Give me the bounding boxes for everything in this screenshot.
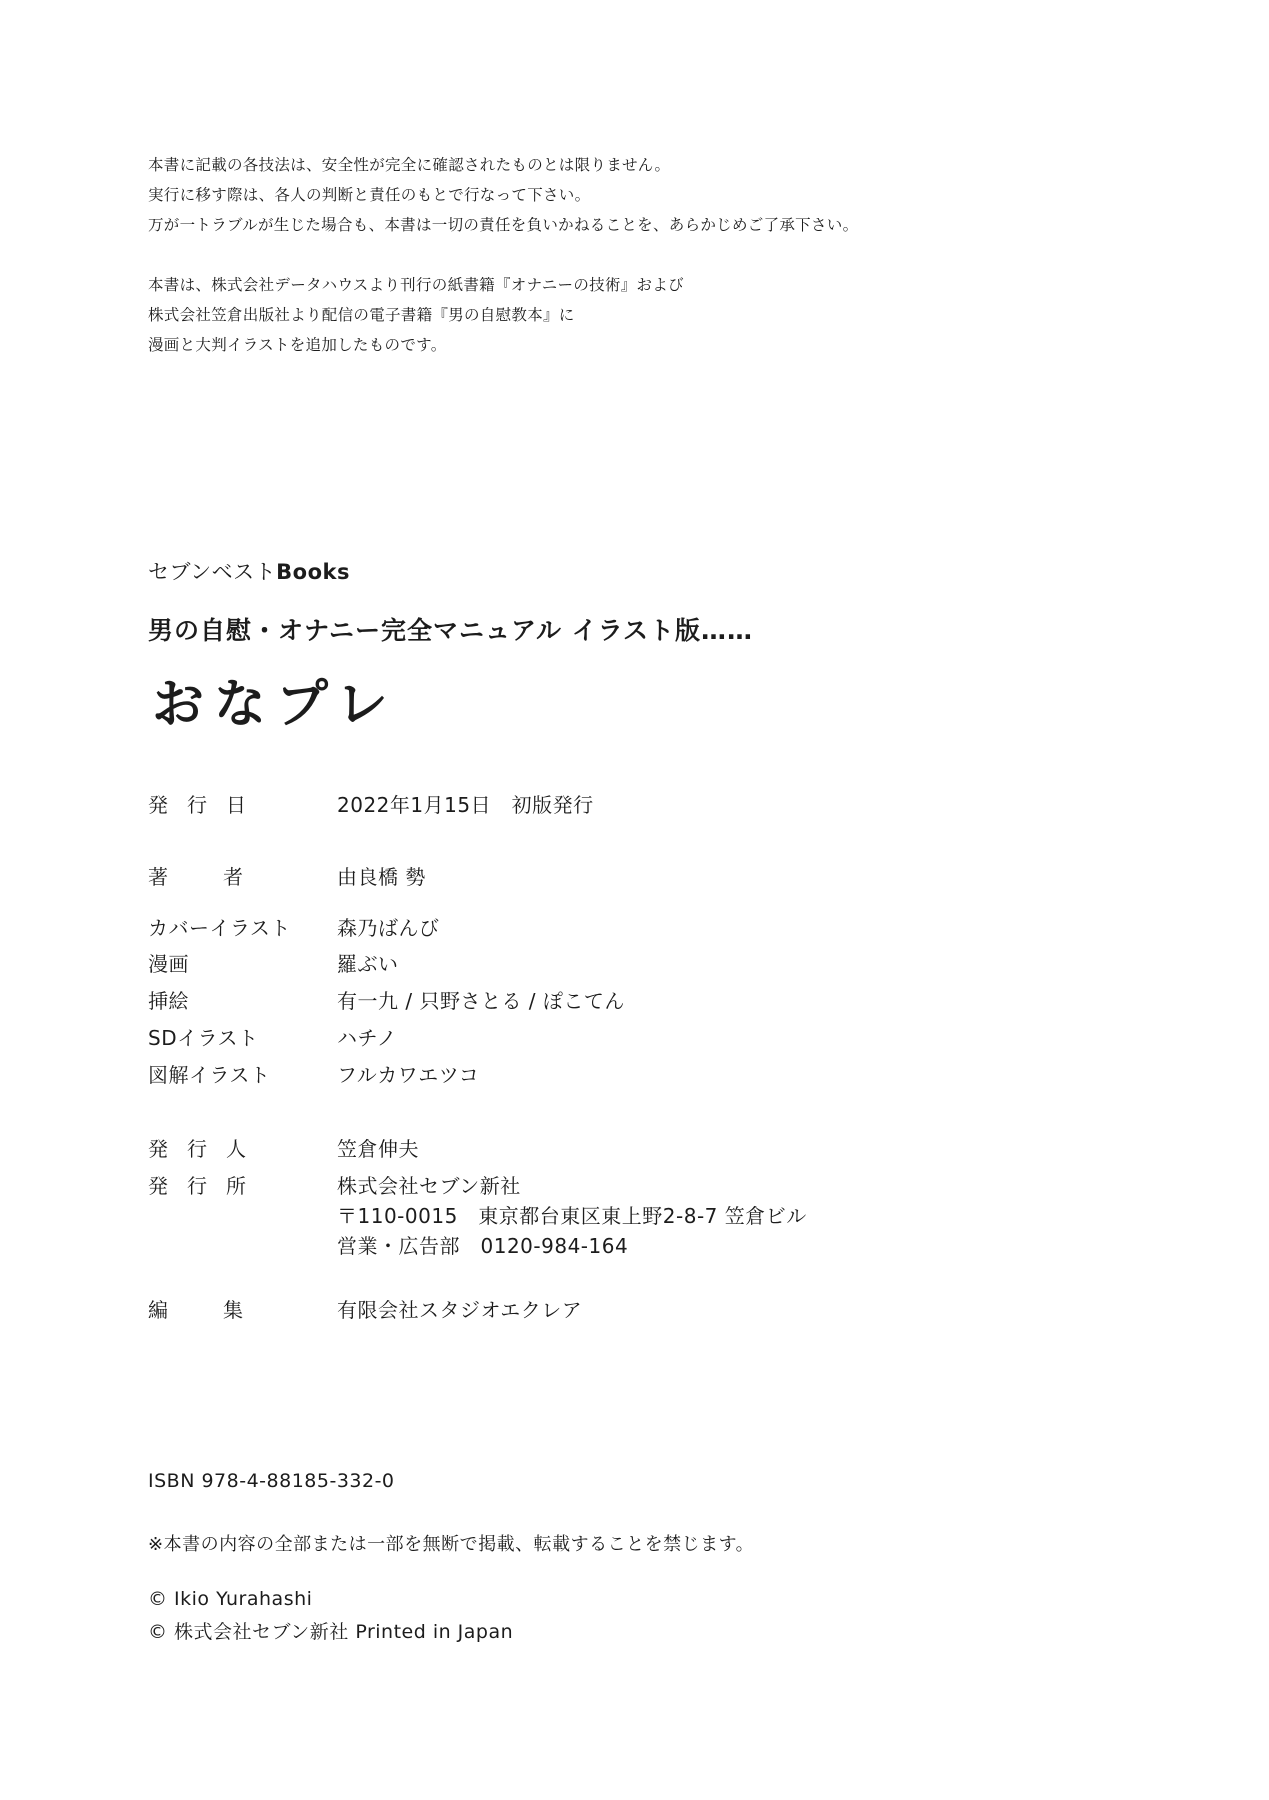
book-title: おなプレ: [152, 675, 398, 735]
editor-value: 有限会社スタジオエクレア: [337, 1298, 583, 1322]
isbn: ISBN 978-4-88185-332-0: [148, 1470, 395, 1492]
sd-illust-value: ハチノ: [337, 1026, 398, 1050]
series-name: [148, 556, 350, 586]
author-label: 著者: [148, 865, 298, 889]
notice-line-2: 実行に移す際は、各人の判断と責任のもとで行なって下さい。: [148, 186, 591, 204]
notice-line-1: 本書に記載の各技法は、安全性が完全に確認されたものとは限りません。: [148, 156, 671, 174]
sd-illust-label: SDイラスト: [148, 1026, 259, 1050]
publish-date-value: 2022年1月15日 初版発行: [337, 793, 594, 817]
source-line-3: 漫画と大判イラストを追加したものです。: [148, 336, 447, 354]
copyright-publisher: © 株式会社セブン新社 Printed in Japan: [148, 1621, 514, 1643]
rights-notice: ※本書の内容の全部または一部を無断で掲載、転載することを禁じます。: [148, 1534, 755, 1555]
illustrations-value: 有一九 / 只野さとる / ぽこてん: [337, 989, 625, 1013]
notice-line-3: 万が一トラブルが生じた場合も、本書は一切の責任を負いかねることを、あらかじめご了承下さい。: [148, 216, 859, 234]
diagram-illust-value: フルカワエツコ: [337, 1063, 480, 1087]
series-prefix: セブンベスト: [148, 560, 277, 584]
book-subtitle: 男の自慰・オナニー完全マニュアル イラスト版……: [148, 616, 753, 645]
publisher-office-address: 〒110-0015 東京都台東区東上野2-8-7 笠倉ビル: [337, 1204, 807, 1228]
manga-value: 羅ぶい: [337, 952, 399, 976]
illustrations-label: 挿絵: [148, 989, 189, 1013]
diagram-illust-label: 図解イラスト: [148, 1063, 271, 1087]
copyright-author: © Ikio Yurahashi: [148, 1588, 313, 1610]
publisher-office-name: 株式会社セブン新社: [337, 1174, 521, 1198]
cover-illust-label: カバーイラスト: [148, 916, 291, 940]
author-value: 由良橋 勢: [337, 865, 426, 889]
manga-label: 漫画: [148, 952, 189, 976]
publisher-person-value: 笠倉伸夫: [337, 1137, 419, 1161]
publisher-office-phone: 営業・広告部 0120-984-164: [337, 1234, 629, 1258]
cover-illust-value: 森乃ばんび: [337, 916, 440, 940]
series-suffix: Books: [276, 560, 350, 584]
editor-label: 編集: [148, 1298, 298, 1322]
publisher-person-label: 発行人: [148, 1137, 265, 1161]
source-line-1: 本書は、株式会社データハウスより刊行の紙書籍『オナニーの技術』および: [148, 276, 684, 294]
publish-date-label: 発行日: [148, 793, 265, 817]
publisher-office-label: 発行所: [148, 1174, 265, 1198]
source-line-2: 株式会社笠倉出版社より配信の電子書籍『男の自慰教本』に: [148, 306, 575, 324]
